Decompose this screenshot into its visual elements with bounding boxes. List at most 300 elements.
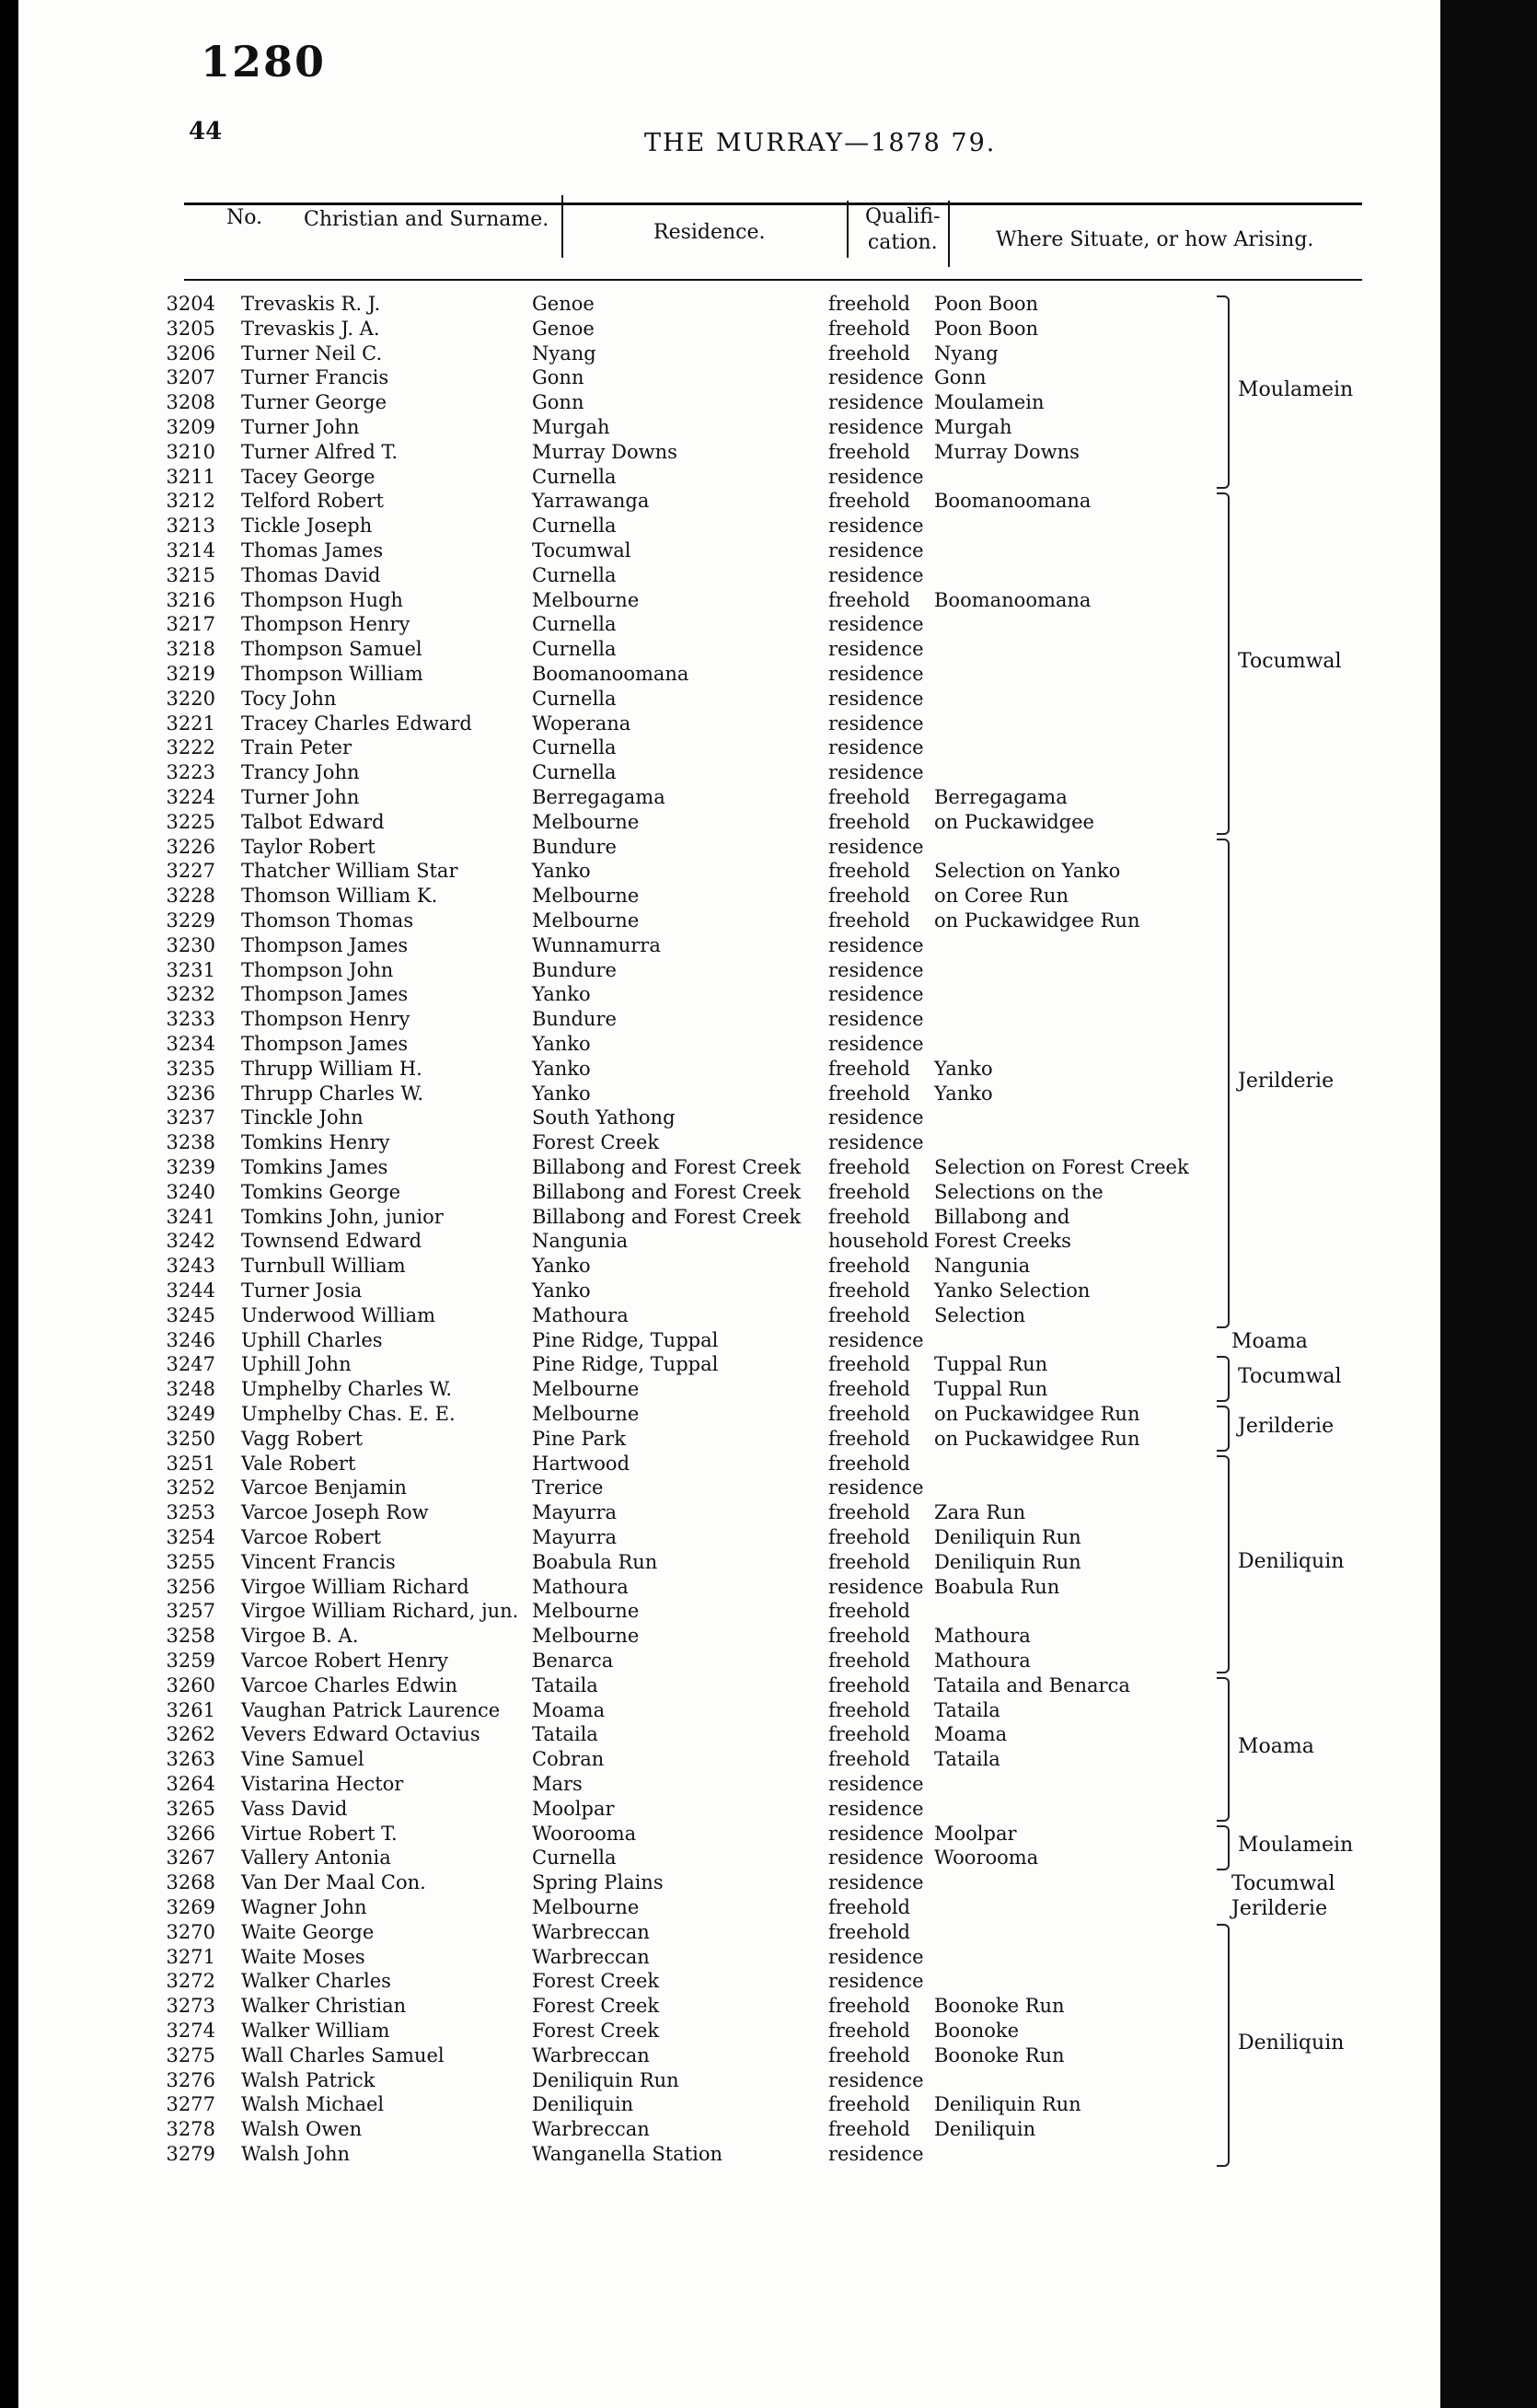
voter-name: Thatcher William Star [241,860,458,883]
voter-qualification: freehold [828,1995,910,2018]
property-location: Selections on the [934,1180,1104,1203]
entry-number: 3222 [166,736,215,759]
voter-name: Walsh Michael [241,2093,385,2116]
entry-number: 3278 [166,2118,215,2141]
table-row [0,1895,1422,1920]
voter-qualification: freehold [828,1353,910,1376]
voter-name: Waite Moses [241,1945,365,1968]
voter-name: Virgoe William Richard, jun. [241,1600,519,1623]
table-row [0,1229,1422,1254]
entry-number: 3254 [166,1526,215,1548]
property-location: Moama [934,1723,1008,1746]
entry-number: 3218 [166,638,215,661]
entry-number: 3249 [166,1403,215,1425]
voter-residence: Melbourne [532,1896,640,1918]
voter-residence: Warbreccan [532,1945,650,1968]
table-row [0,1822,1422,1847]
entry-number: 3256 [166,1575,215,1598]
voter-qualification: freehold [828,909,910,932]
voter-residence: Bundure [532,958,617,981]
voter-qualification: freehold [828,440,910,463]
table-row [0,465,1422,490]
table-row [0,342,1422,366]
voter-qualification: freehold [828,342,910,365]
voter-residence: Tataila [532,1673,598,1696]
header-rule-top [184,203,1362,205]
voter-name: Walsh John [241,2143,351,2165]
table-row [0,687,1422,712]
voter-qualification: residence [828,1871,924,1894]
district-brace [1217,1924,1230,2167]
voter-residence: Nyang [532,342,596,365]
voter-qualification: residence [828,1106,924,1129]
district-brace [1217,839,1230,1328]
voter-qualification: residence [828,835,924,858]
table-row [0,1797,1422,1822]
voter-residence: Curnella [532,515,617,538]
voter-qualification: freehold [828,1673,910,1696]
voter-qualification: residence [828,416,924,438]
voter-name: Virgoe B. A. [241,1625,359,1648]
property-location: Mathoura [934,1650,1031,1672]
voter-name: Vincent Francis [241,1550,396,1573]
voter-qualification: residence [828,663,924,685]
voter-qualification: freehold [828,1748,910,1771]
entry-number: 3271 [166,1945,215,1968]
voter-name: Waite George [241,1920,375,1943]
voter-qualification: freehold [828,1698,910,1721]
voter-name: Wagner John [241,1896,367,1918]
voter-qualification: freehold [828,490,910,513]
voter-qualification: freehold [828,2043,910,2066]
entry-number: 3219 [166,663,215,685]
property-location: Selection on Yanko [934,860,1121,883]
voter-name: Turner Francis [241,366,389,389]
table-row [0,440,1422,465]
voter-qualification: freehold [828,1501,910,1524]
table-row [0,1402,1422,1427]
table-row [0,1649,1422,1673]
voter-name: Thomson Thomas [241,909,414,932]
entry-number: 3237 [166,1106,215,1129]
table-row [0,933,1422,958]
entry-number: 3272 [166,1970,215,1993]
voter-name: Walsh Patrick [241,2068,376,2091]
table-row [0,588,1422,613]
property-location: on Puckawidgee Run [934,1427,1140,1450]
voter-name: Vass David [241,1797,348,1820]
voter-name: Varcoe Robert Henry [241,1650,448,1672]
voter-name: Tracey Charles Edward [241,712,472,735]
table-row [0,1599,1422,1624]
district-brace [1217,1677,1230,1822]
voter-residence: Warbreccan [532,2118,650,2141]
entry-number: 3212 [166,490,215,513]
table-row [0,1722,1422,1747]
voter-residence: Nangunia [532,1230,629,1253]
voter-residence: Mathoura [532,1575,629,1598]
voter-qualification: residence [828,958,924,981]
voter-name: Train Peter [241,736,352,759]
property-location: Nangunia [934,1255,1031,1278]
voter-residence: Cobran [532,1748,605,1771]
voter-name: Virtue Robert T. [241,1822,398,1845]
entry-number: 3265 [166,1797,215,1820]
entry-number: 3216 [166,588,215,611]
voter-name: Virgoe William Richard [241,1575,469,1598]
voter-qualification: residence [828,1822,924,1845]
voter-residence: Forest Creek [532,1970,660,1993]
voter-residence: Gonn [532,366,584,389]
entry-number: 3210 [166,440,215,463]
table-row [0,884,1422,909]
header-no: No. [226,206,263,229]
voter-residence: Yanko [532,1057,591,1080]
header-rule-bottom [184,279,1362,281]
table-row [0,1747,1422,1772]
table-row [0,958,1422,983]
table-row [0,2117,1422,2142]
voter-residence: Pine Ridge, Tuppal [532,1353,719,1376]
entry-number: 3223 [166,761,215,784]
district-label: Jerilderie [1238,1069,1335,1093]
table-row [0,415,1422,440]
property-location: Tataila [934,1748,1000,1771]
voter-name: Varcoe Robert [241,1526,382,1548]
voter-residence: Forest Creek [532,1995,660,2018]
table-row [0,292,1422,317]
voter-name: Thompson James [241,983,409,1006]
voter-qualification: freehold [828,1255,910,1278]
table-row [0,1994,1422,2019]
voter-residence: Gonn [532,391,584,414]
table-row [0,1180,1422,1205]
table-row [0,1945,1422,1970]
entry-number: 3277 [166,2093,215,2116]
voter-name: Trevaskis R. J. [241,293,381,315]
entry-number: 3255 [166,1550,215,1573]
voter-residence: Billabong and Forest Creek [532,1156,802,1178]
table-row [0,1525,1422,1550]
voter-residence: Yanko [532,1255,591,1278]
voter-name: Turner George [241,391,387,414]
voter-qualification: residence [828,933,924,956]
table-row [0,1500,1422,1525]
property-location: Murray Downs [934,440,1080,463]
property-location: Tuppal Run [934,1353,1048,1376]
voter-residence: Boabula Run [532,1550,658,1573]
table-row [0,2092,1422,2117]
voter-qualification: residence [828,366,924,389]
table-row [0,365,1422,390]
property-location: Woorooma [934,1847,1039,1870]
voter-name: Turner Alfred T. [241,440,399,463]
voter-qualification: freehold [828,1650,910,1672]
entry-number: 3267 [166,1847,215,1870]
voter-residence: Melbourne [532,810,640,833]
voter-qualification: residence [828,1970,924,1993]
voter-residence: Boomanoomana [532,663,689,685]
voter-residence: Wunnamurra [532,933,661,956]
entry-number: 3236 [166,1082,215,1105]
voter-name: Walsh Owen [241,2118,363,2141]
voter-residence: Melbourne [532,885,640,908]
voter-qualification: residence [828,465,924,488]
voter-name: Tickle Joseph [241,515,373,538]
entry-number: 3259 [166,1650,215,1672]
entry-number: 3253 [166,1501,215,1524]
voter-qualification: freehold [828,1205,910,1228]
property-location: Poon Boon [934,317,1039,340]
header-qualification: Qualifi- cation. [865,205,941,254]
district-label: Deniliquin [1238,2031,1345,2055]
voter-residence: Curnella [532,613,617,636]
district-label: Tocumwal [1238,650,1342,673]
table-row [0,612,1422,637]
table-row [0,859,1422,884]
property-location: Boomanoomana [934,588,1092,611]
table-row [0,1427,1422,1452]
property-location: Forest Creeks [934,1230,1071,1253]
voter-name: Thompson Samuel [241,638,422,661]
voter-name: Thomas James [241,539,384,561]
table-row [0,735,1422,760]
voter-qualification: residence [828,391,924,414]
table-row [0,1155,1422,1180]
table-row [0,982,1422,1007]
header-divider [948,201,950,267]
voter-residence: Yanko [532,1082,591,1105]
voter-name: Talbot Edward [241,810,385,833]
voter-name: Tomkins Henry [241,1131,390,1154]
entry-number: 3276 [166,2068,215,2091]
voter-qualification: freehold [828,317,910,340]
voter-qualification: freehold [828,1180,910,1203]
table-row [0,909,1422,933]
table-row [0,1377,1422,1402]
voter-residence: Billabong and Forest Creek [532,1205,802,1228]
voter-name: Turner John [241,416,360,438]
district-label: Tocumwal [1231,1872,1335,1896]
header-name: Christian and Surname. [304,208,549,231]
voter-name: Thompson William [241,663,423,685]
table-row [0,1846,1422,1870]
voter-qualification: residence [828,539,924,561]
voter-residence: Melbourne [532,1600,640,1623]
entry-number: 3269 [166,1896,215,1918]
voter-qualification: residence [828,712,924,735]
entry-number: 3207 [166,366,215,389]
table-row [0,1007,1422,1032]
voter-qualification: residence [828,1328,924,1351]
voter-residence: Billabong and Forest Creek [532,1180,802,1203]
voter-residence: Mayurra [532,1526,618,1548]
voter-name: Walker William [241,2020,390,2042]
voter-qualification: freehold [828,1279,910,1302]
entry-number: 3215 [166,563,215,586]
entry-number: 3240 [166,1180,215,1203]
entry-number: 3266 [166,1822,215,1845]
entry-number: 3205 [166,317,215,340]
voter-qualification: freehold [828,1082,910,1105]
entry-number: 3221 [166,712,215,735]
voter-residence: Curnella [532,563,617,586]
table-row [0,1279,1422,1303]
voter-name: Uphill John [241,1353,352,1376]
table-row [0,1698,1422,1723]
district-label: Moulamein [1238,378,1354,402]
entry-number: 3225 [166,810,215,833]
table-row [0,1328,1422,1353]
voter-residence: Pine Park [532,1427,626,1450]
property-location: Deniliquin [934,2118,1036,2141]
property-location: Deniliquin Run [934,1550,1081,1573]
header-divider [847,201,849,258]
voter-qualification: residence [828,687,924,710]
voter-residence: Genoe [532,293,595,315]
district-label: Tocumwal [1238,1365,1342,1389]
district-label: Moama [1231,1329,1308,1353]
table-row [0,760,1422,785]
table-row [0,712,1422,736]
entry-number: 3244 [166,1279,215,1302]
district-brace [1217,1356,1230,1402]
entry-number: 3234 [166,1033,215,1055]
district-label: Jerilderie [1231,1897,1328,1920]
page-title: THE MURRAY—1878 79. [644,129,997,157]
table-row [0,1106,1422,1130]
entry-number: 3261 [166,1698,215,1721]
voter-qualification: freehold [828,1920,910,1943]
voter-residence: Benarca [532,1650,614,1672]
entry-number: 3235 [166,1057,215,1080]
header-divider [561,195,563,258]
voter-residence: Melbourne [532,588,640,611]
table-row [0,1205,1422,1230]
voter-qualification: household [828,1230,930,1253]
voter-name: Taylor Robert [241,835,376,858]
property-location: Selection on Forest Creek [934,1156,1189,1178]
table-row [0,637,1422,662]
entry-number: 3274 [166,2020,215,2042]
voter-residence: Curnella [532,465,617,488]
property-location: on Puckawidgee Run [934,1403,1140,1425]
voter-qualification: freehold [828,1403,910,1425]
voter-qualification: residence [828,983,924,1006]
voter-qualification: residence [828,1131,924,1154]
voter-residence: Mathoura [532,1303,629,1326]
entry-number: 3246 [166,1328,215,1351]
entry-number: 3247 [166,1353,215,1376]
voter-residence: Genoe [532,317,595,340]
voter-name: Thompson James [241,933,409,956]
table-row [0,1575,1422,1600]
voter-name: Trancy John [241,761,360,784]
page-number: 1280 [201,37,327,87]
entry-number: 3270 [166,1920,215,1943]
table-row [0,2019,1422,2043]
property-location: Zara Run [934,1501,1026,1524]
entry-number: 3220 [166,687,215,710]
table-row [0,317,1422,342]
voter-name: Underwood William [241,1303,436,1326]
voter-qualification: residence [828,1575,924,1598]
voter-name: Varcoe Charles Edwin [241,1673,458,1696]
property-location: Deniliquin Run [934,1526,1081,1548]
voter-qualification: freehold [828,1303,910,1326]
voter-residence: Trerice [532,1476,604,1499]
voter-residence: Yarrawanga [532,490,650,513]
voter-name: Umphelby Chas. E. E. [241,1403,456,1425]
voter-qualification: freehold [828,2020,910,2042]
voter-name: Thomson William K. [241,885,438,908]
entry-number: 3209 [166,416,215,438]
entry-number: 3226 [166,835,215,858]
voter-name: Thomas David [241,563,381,586]
entry-number: 3245 [166,1303,215,1326]
voter-name: Thompson Henry [241,613,410,636]
entry-number: 3252 [166,1476,215,1499]
voter-residence: Spring Plains [532,1871,664,1894]
property-location: Berregagama [934,786,1068,808]
entry-number: 3213 [166,515,215,538]
property-location: Boabula Run [934,1575,1060,1598]
voter-residence: Deniliquin Run [532,2068,679,2091]
voter-residence: Tataila [532,1723,598,1746]
entry-number: 3227 [166,860,215,883]
voter-residence: Bundure [532,1008,617,1031]
entry-number: 3263 [166,1748,215,1771]
voter-residence: Warbreccan [532,1920,650,1943]
voter-qualification: freehold [828,1452,910,1475]
property-location: Mathoura [934,1625,1031,1648]
property-location: Selection [934,1303,1026,1326]
voter-residence: Curnella [532,638,617,661]
entry-number: 3232 [166,983,215,1006]
table-row [0,1452,1422,1476]
entry-number: 3228 [166,885,215,908]
table-row [0,514,1422,538]
entry-number: 3204 [166,293,215,315]
voter-name: Vine Samuel [241,1748,364,1771]
voter-residence: Forest Creek [532,1131,660,1154]
table-row [0,1772,1422,1797]
voter-name: Thompson Hugh [241,588,403,611]
voter-residence: Moolpar [532,1797,615,1820]
table-row [0,785,1422,810]
entry-number: 3260 [166,1673,215,1696]
entry-number: 3233 [166,1008,215,1031]
voter-qualification: freehold [828,810,910,833]
voter-name: Vevers Edward Octavius [241,1723,480,1746]
voter-qualification: residence [828,515,924,538]
property-location: Boonoke [934,2020,1020,2042]
entry-number: 3268 [166,1871,215,1894]
voter-qualification: freehold [828,786,910,808]
voter-qualification: freehold [828,293,910,315]
voter-qualification: residence [828,563,924,586]
entry-number: 3279 [166,2143,215,2165]
table-row [0,2142,1422,2167]
table-row [0,1057,1422,1082]
voter-name: Thompson John [241,958,394,981]
table-row [0,1920,1422,1945]
voter-qualification: freehold [828,588,910,611]
voter-qualification: residence [828,1476,924,1499]
entry-number: 3241 [166,1205,215,1228]
district-label: Deniliquin [1238,1550,1345,1574]
voter-residence: Woorooma [532,1822,637,1845]
